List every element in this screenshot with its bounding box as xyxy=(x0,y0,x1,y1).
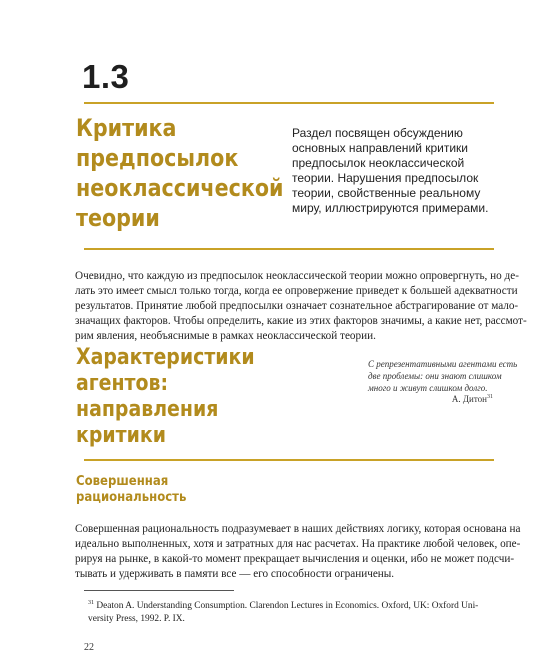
epigraph-line: две проблемы: они знают слишком xyxy=(368,371,502,381)
intro-line: теории. Нарушения предпосылок xyxy=(292,171,479,185)
section-heading-line: агентов: xyxy=(76,371,169,396)
title-rule xyxy=(84,248,494,250)
section-heading-line: направления xyxy=(76,397,219,422)
epigraph-author xyxy=(452,394,493,404)
section-rule xyxy=(84,459,494,461)
chapter-title-line: неоклассической xyxy=(76,174,284,202)
paragraph-line: идеально выполненных, хотя и затратных для нас расчетах. На практике любой человек, опе- xyxy=(75,538,521,550)
page-number: 22 xyxy=(84,642,94,653)
footnote-ref: 31 xyxy=(88,600,94,606)
chapter-title-line: теории xyxy=(76,204,160,232)
chapter-intro xyxy=(292,126,522,216)
intro-line: миру, иллюстрируются примерами. xyxy=(292,201,489,215)
paragraph-line: Очевидно, что каждую из предпосылок неоклассической теории можно опровергнуть, но де- xyxy=(75,270,519,282)
footnote xyxy=(88,597,508,626)
section-heading xyxy=(76,345,255,449)
paragraph-line: рим явления, необъяснимые в рамках неоклассической теории. xyxy=(75,330,376,342)
footnote-text: Deaton A. Understanding Consumption. Clarendon Lectures in Economics. Oxford, UK: Oxford Uni- xyxy=(96,601,479,612)
intro-line: предпосылок неоклассической xyxy=(292,156,465,170)
paragraph-line: рируя на рынке, в какой-то момент прекращает вычисления и оценки, ибо не может подсчи- xyxy=(75,553,515,565)
footnote-line xyxy=(88,597,508,613)
subsection-heading xyxy=(76,474,186,506)
epigraph-line: много и живут слишком долго. xyxy=(368,383,488,393)
epigraph-footnote-ref[interactable]: 31 xyxy=(487,394,493,400)
section-heading-line: Характеристики xyxy=(76,345,255,370)
intro-line: основных направлений критики xyxy=(292,141,469,155)
paragraph-1 xyxy=(75,269,527,344)
paragraph-line: лать это имеет смысл только тогда, когда ее опровержение приведет к большей адекватности xyxy=(75,285,518,297)
paragraph-line: Совершенная рациональность подразумевает в наших действиях логику, которая основана на xyxy=(75,523,521,535)
paragraph-line: тывать и удерживать в памяти все — его способности ограничены. xyxy=(75,568,395,580)
footnote-rule xyxy=(84,590,234,591)
intro-line: теории, свойственные реальному xyxy=(292,186,481,200)
chapter-title-line: Критика xyxy=(76,114,177,142)
chapter-title xyxy=(76,113,284,233)
epigraph-author-name: А. Дитон xyxy=(451,394,487,404)
paragraph-2 xyxy=(75,522,521,582)
section-heading-line: критики xyxy=(76,423,166,448)
subsection-heading-line: Совершенная xyxy=(76,474,169,489)
paragraph-line: значащих факторов. Чтобы определить, какие из этих факторов значимы, а какие нет, рассмот- xyxy=(75,315,527,327)
paragraph-line: результатов. Принятие любой предпосылки означает сознательное абстрагирование от мало- xyxy=(75,300,519,312)
intro-line: Раздел посвящен обсуждению xyxy=(292,126,463,140)
chapter-title-line: предпосылок xyxy=(76,144,239,172)
footnote-line: versity Press, 1992. P. IX. xyxy=(88,614,185,625)
subsection-heading-line: рациональность xyxy=(76,490,187,505)
epigraph-line: С репрезентативными агентами есть xyxy=(368,359,518,369)
section-number: 1.3 xyxy=(82,58,130,95)
epigraph xyxy=(368,358,518,394)
top-rule xyxy=(84,102,494,104)
